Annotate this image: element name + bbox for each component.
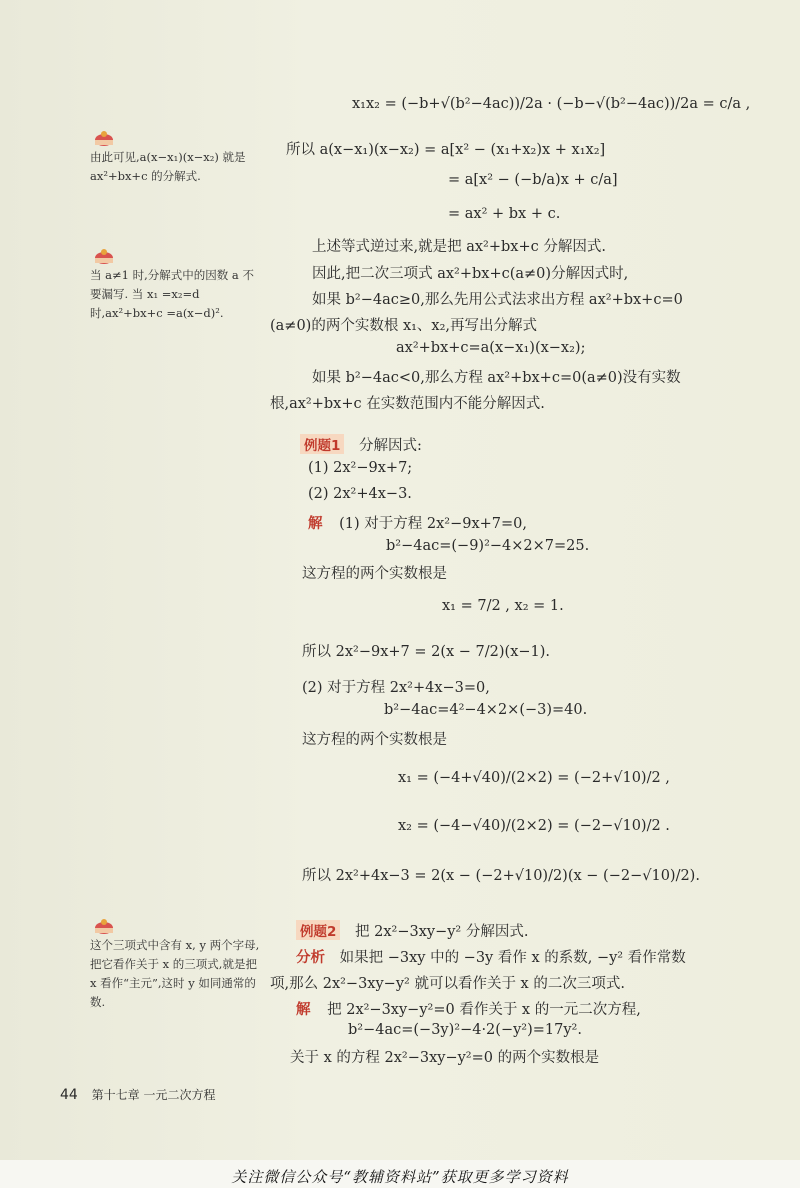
bell-icon xyxy=(90,916,118,934)
formula-line: = a[x² − (−b/a)x + c/a] xyxy=(448,172,618,188)
formula-product-of-roots: x₁x₂ = (−b+√(b²−4ac))/2a · (−b−√(b²−4ac))/2a = c/a , xyxy=(352,96,751,112)
note-text: 由此可见,a(x−x₁)(x−x₂) 就是 ax²+bx+c 的分解式. xyxy=(90,150,246,183)
solution-tag: 解 xyxy=(296,1002,311,1018)
formula-line: = ax² + bx + c. xyxy=(448,206,561,222)
formula-line: 所以 2x²−9x+7 = 2(x − 7/2)(x−1). xyxy=(302,644,551,660)
page-number: 44 xyxy=(60,1087,78,1103)
example-1-heading xyxy=(300,434,422,455)
solution-tag: 解 xyxy=(308,516,323,532)
formula-line: x₁ = (−4+√40)/(2×2) = (−2+√10)/2 , xyxy=(398,770,670,786)
analysis-text: 如果把 −3xy 中的 −3y 看作 x 的系数, −y² 看作常数 xyxy=(339,950,686,966)
margin-note-1 xyxy=(90,128,260,186)
paragraph-line: 这方程的两个实数根是 xyxy=(302,732,447,748)
note-text: 这个三项式中含有 x, y 两个字母,把它看作关于 x 的三项式,就是把 x 看作“主元”,这时 y 如同通常的数. xyxy=(90,938,260,1009)
formula-line: 所以 a(x−x₁)(x−x₂) = a[x² − (x₁+x₂)x + x₁x₂] xyxy=(286,142,606,158)
margin-note-2 xyxy=(90,246,260,323)
solution-line xyxy=(296,998,641,1019)
page-footer xyxy=(60,1086,215,1103)
formula-line: b²−4ac=(−9)²−4×2×7=25. xyxy=(386,538,590,554)
analysis-line xyxy=(296,946,686,967)
question-line: (2) 2x²+4x−3. xyxy=(308,486,412,502)
example-tag: 例题2 xyxy=(296,920,340,940)
example-title: 把 2x²−3xy−y² 分解因式. xyxy=(355,924,529,940)
formula-line: x₂ = (−4−√40)/(2×2) = (−2−√10)/2 . xyxy=(398,818,670,834)
margin-note-3 xyxy=(90,916,260,1012)
example-title: 分解因式: xyxy=(359,438,422,454)
analysis-line: 项,那么 2x²−3xy−y² 就可以看作关于 x 的二次三项式. xyxy=(270,976,625,992)
example-tag: 例题1 xyxy=(300,434,344,454)
paragraph-line: 因此,把二次三项式 ax²+bx+c(a≠0)分解因式时, xyxy=(312,266,629,282)
paragraph-line: 如果 b²−4ac≥0,那么先用公式法求出方程 ax²+bx+c=0 xyxy=(312,292,683,308)
solution-line xyxy=(308,512,527,533)
question-line: (1) 2x²−9x+7; xyxy=(308,460,413,476)
formula-line: b²−4ac=4²−4×2×(−3)=40. xyxy=(384,702,588,718)
bell-icon xyxy=(90,128,118,146)
paragraph-line: 这方程的两个实数根是 xyxy=(302,566,447,582)
analysis-tag: 分析 xyxy=(296,950,325,966)
note-text: 当 a≠1 时,分解式中的因数 a 不要漏写. 当 x₁ =x₂=d 时,ax²+bx+c =a(x−d)². xyxy=(90,268,254,320)
formula-line: x₁ = 7/2 , x₂ = 1. xyxy=(442,598,564,614)
paragraph-line: 根,ax²+bx+c 在实数范围内不能分解因式. xyxy=(270,396,545,412)
solution-line: (2) 对于方程 2x²+4x−3=0, xyxy=(302,680,490,696)
formula-line: 所以 2x²+4x−3 = 2(x − (−2+√10)/2)(x − (−2−√10)/2). xyxy=(302,868,700,884)
example-2-heading xyxy=(296,920,528,941)
formula-line: b²−4ac=(−3y)²−4·2(−y²)=17y². xyxy=(348,1022,582,1038)
formula-line: ax²+bx+c=a(x−x₁)(x−x₂); xyxy=(396,340,586,356)
paragraph-line: 上述等式逆过来,就是把 ax²+bx+c 分解因式. xyxy=(312,239,606,255)
paragraph-line: 关于 x 的方程 2x²−3xy−y²=0 的两个实数根是 xyxy=(290,1050,600,1066)
solution-text: (1) 对于方程 2x²−9x+7=0, xyxy=(339,516,527,532)
watermark-text: 关注微信公众号“教辅资料站”获取更多学习资料 xyxy=(231,1168,569,1186)
chapter-title: 第十七章 一元二次方程 xyxy=(91,1088,216,1102)
paragraph-line: 如果 b²−4ac<0,那么方程 ax²+bx+c=0(a≠0)没有实数 xyxy=(312,370,681,386)
solution-text: 把 2x²−3xy−y²=0 看作关于 x 的一元二次方程, xyxy=(327,1002,641,1018)
paragraph-line: (a≠0)的两个实数根 x₁、x₂,再写出分解式 xyxy=(270,318,538,334)
bell-icon xyxy=(90,246,118,264)
